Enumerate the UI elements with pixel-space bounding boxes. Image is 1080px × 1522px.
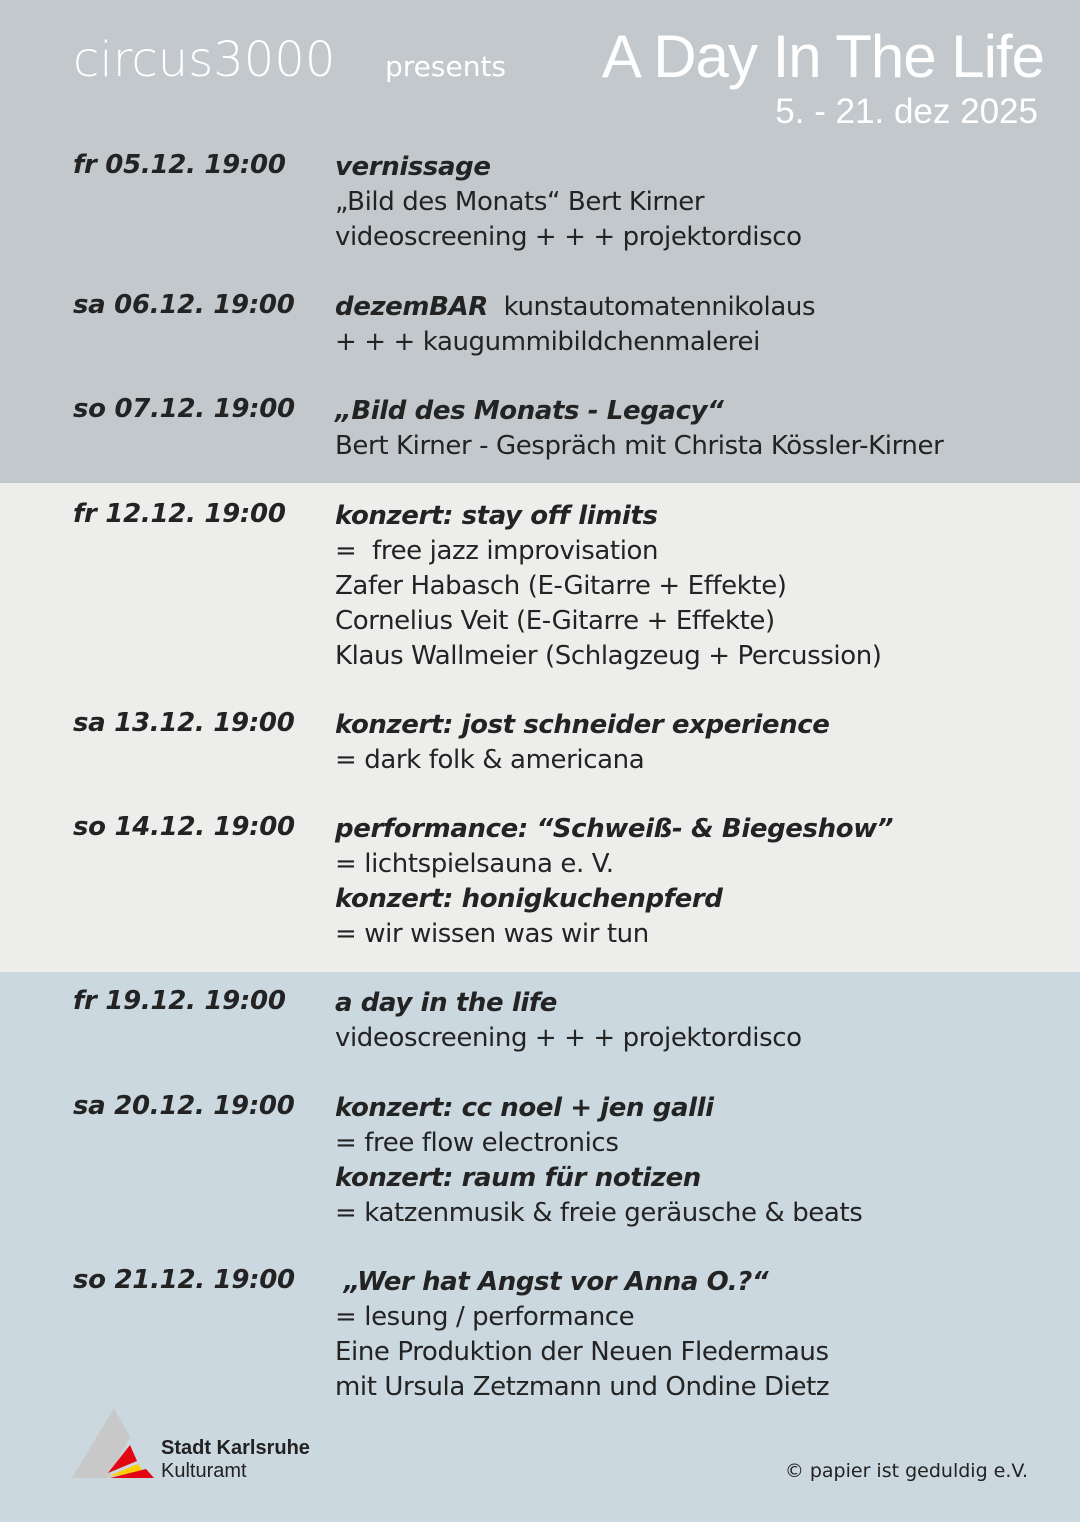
event-details xyxy=(335,1265,829,1405)
event-line: = katzenmusik & freie geräusche & beats xyxy=(335,1198,863,1228)
event-line: = wir wissen was wir tun xyxy=(335,919,649,949)
event-line: = lichtspielsauna e. V. xyxy=(335,849,614,879)
event-date: fr 19.12. 19:00 xyxy=(73,986,286,1016)
event-title: konzert: honigkuchenpferd xyxy=(335,884,723,914)
event-date: fr 12.12. 19:00 xyxy=(73,499,286,529)
copyright-notice: © papier ist geduldig e.V. xyxy=(784,1460,1028,1482)
event-details xyxy=(335,150,802,255)
event-title: dezemBAR xyxy=(335,292,488,322)
event-details xyxy=(335,708,829,778)
event-title: „Bild des Monats - Legacy“ xyxy=(335,396,724,426)
event-details xyxy=(335,1091,862,1231)
event-line: + + + kaugummibildchenmalerei xyxy=(335,327,760,357)
event-details xyxy=(335,394,943,464)
event-date: so 14.12. 19:00 xyxy=(73,812,295,842)
logo-subtitle: Kulturamt xyxy=(161,1460,247,1482)
event-line: Eine Produktion der Neuen Fledermaus xyxy=(335,1337,829,1367)
event-line: mit Ursula Zetzmann und Ondine Dietz xyxy=(335,1372,830,1402)
event-title: a day in the life xyxy=(335,988,558,1018)
event-details xyxy=(335,986,802,1056)
event-title: performance: “Schweiß- & Biegeshow” xyxy=(335,814,894,844)
event-title-line xyxy=(335,290,815,325)
event-line: = dark folk & americana xyxy=(335,745,645,775)
event-date: sa 13.12. 19:00 xyxy=(73,708,295,738)
event-line: = free flow electronics xyxy=(335,1128,619,1158)
event-line: Bert Kirner - Gespräch mit Christa Kössler-Kirner xyxy=(335,431,944,461)
date-range: 5. - 21. dez 2025 xyxy=(775,92,1038,131)
event-title: „Wer hat Angst vor Anna O.?“ xyxy=(335,1267,769,1297)
event-line: Klaus Wallmeier (Schlagzeug + Percussion) xyxy=(335,641,882,671)
brand-name: circus3000 xyxy=(73,32,336,88)
stadt-karlsruhe-logo-icon xyxy=(72,1407,162,1479)
event-line: „Bild des Monats“ Bert Kirner xyxy=(335,187,705,217)
event-line: Zafer Habasch (E-Gitarre + Effekte) xyxy=(335,571,787,601)
event-date: so 21.12. 19:00 xyxy=(73,1265,295,1295)
event-subtitle: kunstautomatennikolaus xyxy=(487,292,816,322)
event-title: konzert: stay off limits xyxy=(335,501,658,531)
event-date: so 07.12. 19:00 xyxy=(73,394,295,424)
page-title: A Day In The Life xyxy=(601,23,1044,90)
event-date: sa 06.12. 19:00 xyxy=(73,290,295,320)
event-details xyxy=(335,812,893,952)
event-details xyxy=(335,499,882,674)
event-line: = free jazz improvisation xyxy=(335,536,659,566)
presents-label: presents xyxy=(385,50,507,83)
event-details xyxy=(335,290,815,360)
event-title: konzert: cc noel + jen galli xyxy=(335,1093,714,1123)
event-line: videoscreening + + + projektordisco xyxy=(335,1023,802,1053)
event-date: fr 05.12. 19:00 xyxy=(73,150,286,180)
event-line: Cornelius Veit (E-Gitarre + Effekte) xyxy=(335,606,775,636)
logo-title: Stadt Karlsruhe xyxy=(161,1437,310,1459)
event-title: vernissage xyxy=(335,152,491,182)
event-date: sa 20.12. 19:00 xyxy=(73,1091,295,1121)
event-line: = lesung / performance xyxy=(335,1302,635,1332)
event-line: videoscreening + + + projektordisco xyxy=(335,222,802,252)
event-title: konzert: raum für notizen xyxy=(335,1163,701,1193)
event-title: konzert: jost schneider experience xyxy=(335,710,830,740)
